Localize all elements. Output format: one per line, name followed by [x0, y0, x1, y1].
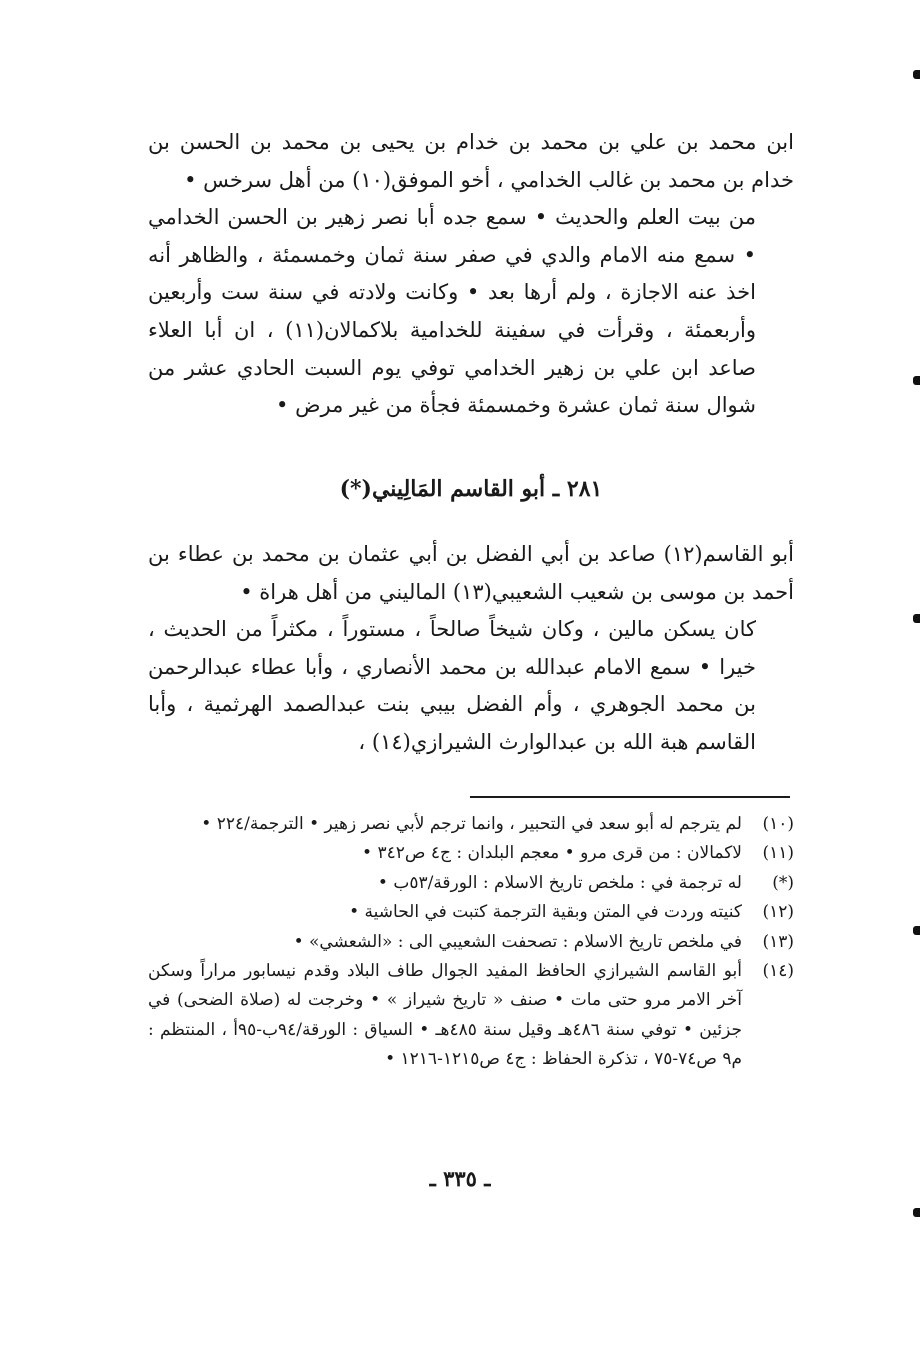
- footnote-number: (١١): [762, 843, 794, 864]
- footnote-item: [148, 810, 794, 839]
- page-number: ـ ٣٣٥ ـ: [429, 1166, 491, 1191]
- footnote-separator: [470, 796, 790, 798]
- footnote-item: [148, 839, 794, 868]
- footnote-number: (*): [772, 872, 794, 893]
- biography-lineage-paragraph: ابن محمد بن علي بن محمد بن خدام بن يحيى بن محمد بن الحسن بن خدام بن محمد بن غالب الخدامي ، أخو الموفق(١٠) من أهل سرخس •: [148, 130, 794, 192]
- footnote-item: [148, 928, 794, 957]
- footnote-number: (١٣): [762, 931, 794, 952]
- footnote-number: (١٢): [762, 902, 794, 923]
- biography-previous-entry: [148, 124, 794, 425]
- scan-edge-mark: [913, 376, 920, 385]
- footnote-item: [148, 869, 794, 898]
- scan-edge-mark: [913, 1208, 920, 1217]
- scan-edge-mark: [913, 926, 920, 935]
- footnote-text: له ترجمة في : ملخص تاريخ الاسلام : الورقة/٥٣ب •: [377, 872, 742, 893]
- biography-paragraph: كان يسكن مالين ، وكان شيخاً صالحاً ، مستوراً ، مكثراً من الحديث ، خيرا • سمع الامام عبدالله بن محمد الأنصاري ، وأبا عطاء عبدالرحمن بن محمد الجوهري ، وأم الفضل بيبي بنت عبدالصمد الهرثمية ، وأبا القاسم هبة الله بن عبدالوارث الشيرازي(١٤) ،: [148, 617, 756, 754]
- footnotes: [148, 810, 794, 1075]
- footnote-text: لاكمالان : من قرى مرو • معجم البلدان : ج٤ ص٣٤٢ •: [362, 843, 742, 864]
- footnote-item: [148, 898, 794, 927]
- footnote-number: (١٤): [762, 961, 794, 982]
- scan-edge-mark: [913, 70, 920, 79]
- footnote-text: أبو القاسم الشيرازي الحافظ المفيد الجوال طاف البلاد وقدم نيسابور مراراً وسكن آخر الامر مرو حتى مات • صنف « تاريخ شيراز » • وخرجت له (صلاة الضحى) في جزئين • توفي سنة ٤٨٦هـ وقيل سنة ٤٨٥هـ • السياق : الورقة/٩٤ب-٩٥أ ، المنتظم : م٩ ص٧٤-٧٥ ، تذكرة الحفاظ : ج٤ ص١٢١٥-١٢١٦ •: [148, 961, 742, 1070]
- footnote-item: [148, 957, 794, 1075]
- footnote-number: (١٠): [762, 814, 794, 834]
- biography-entry-281: [148, 536, 794, 762]
- scan-edge-mark: [913, 614, 920, 623]
- footnote-text: في ملخص تاريخ الاسلام : تصحفت الشعيبي الى : «الشعشي» •: [293, 931, 742, 952]
- footnote-text: كنيته وردت في المتن وبقية الترجمة كتبت في الحاشية •: [349, 902, 742, 923]
- footnote-text: لم يترجم له أبو سعد في التحبير ، وانما ترجم لأبي نصر زهير • الترجمة/٢٢٤ •: [201, 814, 742, 834]
- biography-lineage-paragraph: أبو القاسم(١٢) صاعد بن أبي الفضل بن أبي عثمان بن محمد بن عطاء بن أحمد بن موسى بن شعيب الشعيبي(١٣) الماليني من أهل هراة •: [148, 542, 794, 604]
- biography-paragraph: من بيت العلم والحديث • سمع جده أبا نصر زهير بن الحسن الخدامي • سمع منه الامام والدي في صفر سنة ثمان وخمسمئة ، والظاهر أنه اخذ عنه الاجازة ، ولم أرها بعد • وكانت ولادته في سنة ست وأربعين وأربعمئة ، وقرأت في سفينة للخدامية بلاكمالان(١١) ، ان أبا العلاء صاعد ابن علي بن زهير الخدامي توفي يوم السبت الحادي عشر من شوال سنة ثمان عشرة وخمسمئة فجأة من غير مرض •: [148, 205, 756, 418]
- entry-heading: ٢٨١ ـ أبو القاسم المَالِيني(*): [339, 476, 603, 502]
